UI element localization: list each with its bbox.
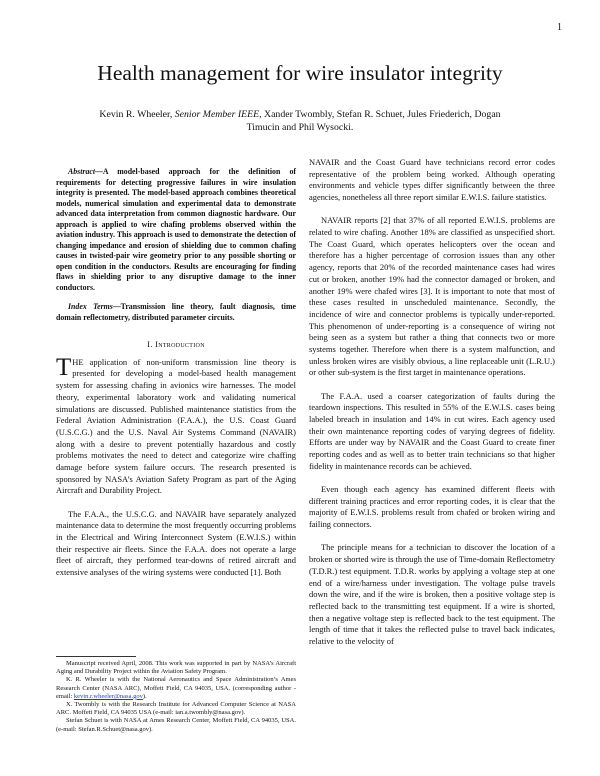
authors-line1-post: Xander Twombly, Stefan R. Schuet, Jules Friederich, Dogan — [261, 109, 501, 120]
footnote-twombly: X. Twombly is with the Research Institute for Advanced Computer Science at NASA ARC. Moffett Field, CA 94035 USA (e-mail: ian.a.twombly@nasa.gov). — [56, 701, 296, 717]
left-column — [56, 167, 296, 579]
drop-cap: T — [56, 353, 72, 381]
abstract-lead: Abstract — [68, 167, 96, 176]
intro-paragraph-1-text: HE application of non-uniform transmission line theory is presented for developing a model-based health management system for assessing chafing in avionics wire harnesses. The model theory, experimental laboratory work and validating numerical simulations are discussed. Published maintenance statistics from the Federal Aviation Administration (F.A.A.), the U.S. Coast Guard (U.S.C.G.) and the U.S. Naval Air Systems Command (NAVAIR) along with a desire to prevent potentially hazardous and costly problems motivates the need to detect and categorize wire chaffing damage before system failure occurs. The research presented is sponsored by NASA’s Aviation Safety Program as part of the Aging Aircraft and Durability Project. — [56, 356, 296, 496]
footnote-wheeler-post: ). — [142, 692, 147, 700]
right-paragraph-2: NAVAIR reports [2] that 37% of all reported E.W.I.S. problems are related to wire chafing. Another 18% are classified as unspecified short. The Coast Guard, which operates helicopters over the ocean and therefore has a higher percentage of corrosion issues than any other agency, reports that 20% of the recorded maintenance cases had wires cut or broken, another 19% had the connector damaged or broken, and another 19% were chafed wires [3]. It is important to note that most of these cases resulted in unscheduled maintenance. Secondly, the incidence of wire and connector problems is typically under-reported. This phenomenon of under-reporting is a consequence of wiring not being seen as a system but rather a thing that connects two or more systems together. Therefore when there is a system malfunction, and unless broken wires are visibly obvious, a line replaceable unit (L.R.U.) or other sub-system is the first target in maintenance operations. — [309, 215, 555, 378]
abstract-text: —A model-based approach for the definition of requirements for detecting progressive failures in wire insulation integrity is presented. The model-based approach combines theoretical models, numerical simulation and experimental data to demonstrate advanced data interpretation from common diagnostic hardware. Our approach is applied to wire chafing problems observed within the aviation industry. This approach is used to demonstrate the detection of changing impedance and erosion of shielding due to common chafing causes in twisted-pair wire geometry prior to any possible shorting or open condition in the conductors. Results are encouraging for finding flaws in shielding prior to any disruptive damage to the inner conductors. — [56, 167, 296, 292]
intro-paragraph-1 — [56, 353, 296, 497]
email-link[interactable]: kevin.r.wheeler@nasa.gov — [73, 692, 143, 700]
right-paragraph-1: NAVAIR and the Coast Guard have technicians record error codes representative of the problem being worked. Although operating environments and vehicle types differ significantly between the three agencies, nonetheless all three report similar E.W.I.S. failure statistics. — [309, 157, 555, 203]
right-paragraph-3: The F.A.A. used a coarser categorization of faults during the teardown inspections. This resulted in 55% of the E.W.I.S. cases being labeled breach in insulation and 14% in cut wires. Each agency used their own maintenance reporting codes of varying degrees of fidelity. Efforts are under way by NAVAIR and the Coast Guard to create finer reporting codes and as well as to better train technicians so that higher fidelity in maintenance records can be achieved. — [309, 390, 555, 471]
footnote-wheeler-pre: K. R. Wheeler is with the National Aeronautics and Space Administration’s Ames Research Center (NASA ARC), Moffett Field, CA 94035, USA. (corresponding author - email: — [56, 676, 296, 700]
right-column — [309, 157, 555, 648]
footnote-manuscript: Manuscript received April, 2008. This work was supported in part by NASA’s Aircraft Aging and Durability Project within the Aviation Safety Program. — [56, 660, 296, 676]
section-heading: I. Introduction — [147, 339, 205, 349]
index-terms-text: —Transmission line theory, fault diagnosis, time domain reflectometry, distributed parameter circuits. — [56, 302, 296, 322]
footnote-wheeler — [56, 676, 296, 701]
author-role: Senior Member IEEE, — [174, 109, 262, 120]
paper-title: Health management for wire insulator integrity — [97, 61, 503, 85]
abstract — [56, 167, 296, 293]
footnote-rule — [56, 656, 136, 657]
footnote-schuet: Stefan Schuet is with NASA at Ames Research Center, Moffett Field, CA 94035, USA. (e-mail: Stefan.R.Schuet@nasa.gov). — [56, 717, 296, 733]
authors-line1-pre: Kevin R. Wheeler, — [99, 109, 175, 120]
introduction-body — [56, 353, 296, 579]
authors-line2: Timucin and Phil Wysocki. — [246, 122, 354, 134]
index-terms-lead: Index Terms — [68, 302, 113, 311]
right-paragraph-4: Even though each agency has examined different fleets with different training practices and error reporting codes, it is clear that the majority of E.W.I.S. problems result from chafed or broken wiring and failing connectors. — [309, 484, 555, 530]
intro-paragraph-2: The F.A.A., the U.S.C.G. and NAVAIR have separately analyzed maintenance data to determine the most frequently occurring problems in the Electrical and Wiring Interconnect System (E.W.I.S.) within their respective air fleets. Since the F.A.A. does not operate a large fleet of aircraft, they performed tear-downs of retired aircraft and extensive analyses of the wiring systems were conducted [1]. Both — [56, 508, 296, 578]
footnotes — [56, 660, 296, 734]
page-number: 1 — [557, 22, 562, 33]
author-list — [60, 108, 540, 135]
index-terms — [56, 302, 296, 323]
right-paragraph-5: The principle means for a technician to discover the location of a broken or shorted wire is through the use of Time-domain Reflectometry (T.D.R.) test equipment. T.D.R. works by applying a voltage step at one end of a wire/harness under investigation. The voltage pulse travels down the wire, and if the wire is broken, then a positive voltage step is reflected back to the transmitting test equipment. If a wire is shorted, then a negative voltage step is reflected back to the test equipment. The length of time that it takes the reflected pulse to travel back indicates, relative to the velocity of — [309, 542, 555, 647]
